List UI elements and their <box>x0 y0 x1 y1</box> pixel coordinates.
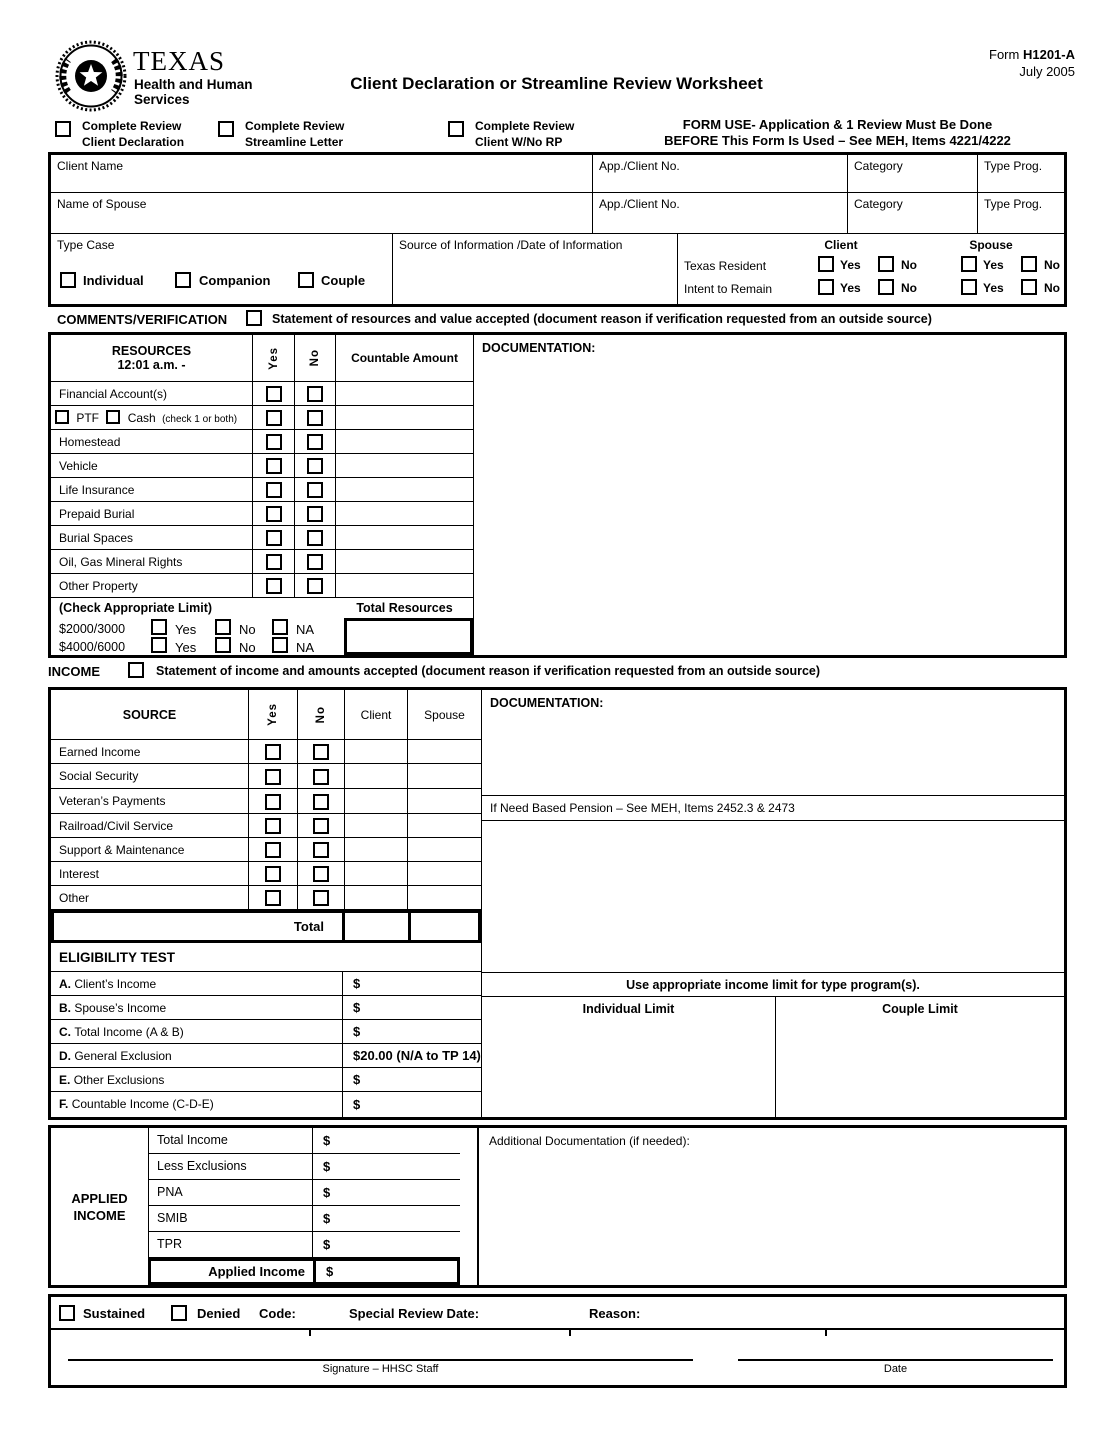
additional-documentation-label: Additional Documentation (if needed): <box>489 1134 690 1148</box>
no-checkbox[interactable] <box>307 410 323 426</box>
texas-resident-client-yes-checkbox[interactable] <box>818 256 834 272</box>
applied-row-value[interactable]: $ <box>313 1206 460 1232</box>
residency-spouse-column-label: Spouse <box>969 238 1013 252</box>
no-column-label: No <box>309 349 321 367</box>
reason-label: Reason: <box>589 1306 641 1321</box>
intent-to-remain-client-yes-checkbox[interactable] <box>818 279 834 295</box>
couple-limit-cell[interactable] <box>776 997 1064 1117</box>
date-label: Date <box>883 1363 908 1375</box>
income-total-spouse-cell[interactable] <box>411 913 478 940</box>
type-case-label: Type Case <box>57 238 115 252</box>
yes-checkbox[interactable] <box>266 458 282 474</box>
no-checkbox[interactable] <box>307 530 323 546</box>
yes-column-label: Yes <box>267 703 279 726</box>
spouse-amount-cell[interactable] <box>408 764 481 789</box>
no-label: No <box>239 640 256 655</box>
client-amount-cell[interactable] <box>345 789 408 814</box>
resources-header-line1: RESOURCES <box>111 344 192 358</box>
applied-label-line2: INCOME <box>73 1207 126 1223</box>
spouse-amount-cell[interactable] <box>408 740 481 764</box>
type-case-companion-label: Companion <box>199 273 271 288</box>
eligibility-row <box>51 1020 481 1044</box>
cash-checkbox[interactable] <box>106 410 120 424</box>
eligibility-test-title: ELIGIBILITY TEST <box>51 943 481 972</box>
yes-checkbox[interactable] <box>266 386 282 402</box>
eligibility-row-label: General Exclusion <box>74 1049 172 1063</box>
page-title: Client Declaration or Streamline Review Worksheet <box>350 74 763 93</box>
applied-row-value[interactable]: $ <box>313 1232 460 1258</box>
type-prog-label: Type Prog. <box>984 197 1043 211</box>
countable-amount-cell[interactable] <box>336 502 473 526</box>
resource-label: Burial Spaces <box>51 526 253 550</box>
resource-row <box>51 526 473 550</box>
income-statement-text: Statement of income and amounts accepted (document reason if verification requested from an outside source) <box>156 664 821 678</box>
complete-review-client-wno-rp-checkbox[interactable] <box>448 121 464 137</box>
yes-label: Yes <box>840 281 861 295</box>
signature-line[interactable] <box>68 1359 693 1361</box>
denied-label: Denied <box>197 1306 241 1321</box>
eligibility-row-prefix: A. <box>59 977 71 991</box>
no-checkbox[interactable] <box>313 818 329 834</box>
no-label: No <box>901 258 917 272</box>
applied-row-value[interactable]: $ <box>313 1128 460 1154</box>
limit-2000-na-checkbox[interactable] <box>272 619 288 635</box>
no-checkbox[interactable] <box>313 890 329 906</box>
applied-row-label: PNA <box>148 1180 313 1206</box>
applied-income-total-row <box>148 1258 460 1285</box>
resource-row <box>51 382 473 406</box>
ptf-cash-hint: (check 1 or both) <box>162 414 238 425</box>
no-checkbox[interactable] <box>307 458 323 474</box>
no-checkbox[interactable] <box>313 744 329 760</box>
applied-row-label: Less Exclusions <box>148 1154 313 1180</box>
income-total-row <box>51 910 481 943</box>
yes-checkbox[interactable] <box>266 410 282 426</box>
income-source-label: Veteran’s Payments <box>51 789 249 814</box>
code-label: Code: <box>259 1306 296 1321</box>
source-of-information-label: Source of Information /Date of Information <box>399 238 623 252</box>
applied-row-value[interactable]: $ <box>313 1180 460 1206</box>
resource-label: Other Property <box>51 574 253 598</box>
ptf-label: PTF <box>76 411 100 425</box>
eligibility-row-prefix: D. <box>59 1049 71 1063</box>
client-amount-cell[interactable] <box>345 764 408 789</box>
applied-label-line1: APPLIED <box>71 1190 128 1206</box>
resource-label: Life Insurance <box>51 478 253 502</box>
income-source-label: Railroad/Civil Service <box>51 814 249 838</box>
type-case-couple-checkbox[interactable] <box>298 272 314 288</box>
no-checkbox[interactable] <box>313 794 329 810</box>
applied-income-section-label <box>51 1128 148 1285</box>
resource-label: Oil, Gas Mineral Rights <box>51 550 253 574</box>
resource-row <box>51 502 473 526</box>
resource-row <box>51 454 473 478</box>
denied-checkbox[interactable] <box>171 1305 187 1321</box>
review-option-streamline-letter <box>218 118 344 150</box>
spouse-amount-cell[interactable] <box>408 886 481 910</box>
eligibility-row-value[interactable]: $ <box>353 976 361 991</box>
sustained-label: Sustained <box>83 1306 146 1321</box>
ptf-cash-cell <box>51 406 253 430</box>
yes-checkbox[interactable] <box>265 818 281 834</box>
eligibility-row <box>51 1092 481 1117</box>
texas-resident-label: Texas Resident <box>684 259 767 273</box>
logo-hhs-line1: Health and Human <box>134 77 253 92</box>
date-line[interactable] <box>738 1359 1053 1361</box>
eligibility-row <box>51 1044 481 1068</box>
eligibility-row-value[interactable]: $ <box>353 1000 361 1015</box>
limit-4000-no-checkbox[interactable] <box>215 637 231 653</box>
form-number-block <box>900 46 1075 80</box>
type-case-couple-label: Couple <box>321 273 366 288</box>
review-option-line2: Client W/No RP <box>475 135 563 149</box>
no-checkbox[interactable] <box>313 866 329 882</box>
income-row <box>51 789 481 814</box>
limit-2000-3000-label: $2000/3000 <box>59 622 126 636</box>
income-row <box>51 862 481 886</box>
eligibility-row-value[interactable]: $20.00 (N/A to TP 14) <box>353 1048 481 1063</box>
limit-4000-na-checkbox[interactable] <box>272 637 288 653</box>
spouse-amount-cell[interactable] <box>408 789 481 814</box>
yes-column-label: Yes <box>267 346 280 370</box>
yes-checkbox[interactable] <box>265 769 281 785</box>
countable-amount-cell[interactable] <box>336 406 473 430</box>
applied-row-label: Total Income <box>148 1128 313 1154</box>
no-checkbox[interactable] <box>307 554 323 570</box>
resources-column-header <box>51 335 253 382</box>
sustained-checkbox[interactable] <box>59 1305 75 1321</box>
resources-yes-column-header <box>253 335 295 382</box>
client-amount-cell[interactable] <box>345 886 408 910</box>
eligibility-row-prefix: C. <box>59 1025 71 1039</box>
eligibility-row <box>51 1068 481 1092</box>
texas-resident-spouse-yes-checkbox[interactable] <box>961 256 977 272</box>
income-no-column-header <box>298 690 345 740</box>
no-checkbox[interactable] <box>313 769 329 785</box>
need-based-pension-note: If Need Based Pension – See MEH, Items 2452.3 & 2473 <box>482 795 1064 821</box>
type-case-cell <box>51 234 393 304</box>
resources-documentation-area[interactable] <box>473 335 1064 655</box>
income-row <box>51 740 481 764</box>
yes-checkbox[interactable] <box>266 554 282 570</box>
resource-label: Prepaid Burial <box>51 502 253 526</box>
income-spouse-column-header: Spouse <box>408 690 481 740</box>
no-checkbox[interactable] <box>307 578 323 594</box>
spouse-amount-cell[interactable] <box>408 814 481 838</box>
app-client-no-label: App./Client No. <box>599 197 680 211</box>
applied-row-label: TPR <box>148 1232 313 1258</box>
form-number: H1201-A <box>1022 47 1075 62</box>
eligibility-row <box>51 972 481 996</box>
resources-header-line2: 12:01 a.m. - <box>117 358 186 372</box>
no-label: No <box>901 281 917 295</box>
applied-income-table <box>48 1125 1067 1288</box>
income-row <box>51 886 481 910</box>
check-appropriate-limit-label: (Check Appropriate Limit) <box>59 601 213 615</box>
income-source-label: Earned Income <box>51 740 249 764</box>
countable-amount-cell[interactable] <box>336 550 473 574</box>
couple-limit-label: Couple Limit <box>882 1002 958 1016</box>
eligibility-row <box>51 996 481 1020</box>
no-checkbox[interactable] <box>307 386 323 402</box>
divider-tick <box>825 1330 827 1336</box>
additional-documentation-area[interactable] <box>477 1128 1064 1285</box>
income-source-label: Social Security <box>51 764 249 789</box>
income-total-label: Total <box>293 919 324 934</box>
cash-label: Cash <box>127 411 156 425</box>
texas-resident-client-no-checkbox[interactable] <box>878 256 894 272</box>
review-option-line1: Complete Review <box>82 119 182 133</box>
disposition-box <box>48 1294 1067 1388</box>
review-option-line1: Complete Review <box>475 119 575 133</box>
residency-grid <box>678 234 1064 304</box>
income-row <box>51 838 481 862</box>
applied-income-total-value[interactable]: $ <box>326 1264 334 1279</box>
applied-row-label: SMIB <box>148 1206 313 1232</box>
type-case-individual-label: Individual <box>83 273 144 288</box>
form-use-line1: FORM USE- Application & 1 Review Must Be Done <box>682 117 993 132</box>
signature-label: Signature – HHSC Staff <box>322 1363 439 1375</box>
income-documentation-extra-area[interactable] <box>482 821 1064 972</box>
income-yes-column-header <box>249 690 298 740</box>
spouse-name-field[interactable] <box>51 193 593 234</box>
income-statement-accepted-checkbox[interactable] <box>128 662 144 678</box>
countable-amount-cell[interactable] <box>336 430 473 454</box>
yes-label: Yes <box>983 258 1004 272</box>
form-use-line2: BEFORE This Form Is Used – See MEH, Items 4221/4222 <box>664 133 1011 148</box>
resources-statement-accepted-checkbox[interactable] <box>246 310 262 326</box>
complete-review-streamline-letter-checkbox[interactable] <box>218 121 234 137</box>
income-section-label: INCOME <box>48 664 100 679</box>
individual-limit-label: Individual Limit <box>582 1002 675 1016</box>
documentation-label: DOCUMENTATION: <box>482 341 596 355</box>
spouse-amount-cell[interactable] <box>408 862 481 886</box>
yes-checkbox[interactable] <box>265 890 281 906</box>
client-amount-cell[interactable] <box>345 862 408 886</box>
residency-client-column-label: Client <box>824 238 858 252</box>
total-resources-label: Total Resources <box>356 601 453 615</box>
resource-label: Vehicle <box>51 454 253 478</box>
yes-checkbox[interactable] <box>266 506 282 522</box>
form-number-label: Form <box>989 47 1023 62</box>
na-label: NA <box>296 622 315 637</box>
type-prog-label: Type Prog. <box>984 159 1043 173</box>
resource-row <box>51 406 473 430</box>
client-category-field[interactable] <box>848 155 978 193</box>
client-type-prog-field[interactable] <box>978 155 1064 193</box>
eligibility-row-value[interactable]: $ <box>353 1072 361 1087</box>
countable-amount-column-header: Countable Amount <box>336 335 473 382</box>
spouse-type-prog-field[interactable] <box>978 193 1064 234</box>
comments-verification-label: COMMENTS/VERIFICATION <box>57 312 228 327</box>
yes-checkbox[interactable] <box>265 842 281 858</box>
spouse-amount-cell[interactable] <box>408 838 481 862</box>
countable-amount-cell[interactable] <box>336 574 473 598</box>
yes-label: Yes <box>983 281 1004 295</box>
income-row <box>51 814 481 838</box>
yes-label: Yes <box>175 640 197 655</box>
limit-4000-yes-checkbox[interactable] <box>151 637 167 653</box>
eligibility-row-prefix: F. <box>59 1097 69 1111</box>
countable-amount-cell[interactable] <box>336 478 473 502</box>
eligibility-row-label: Spouse’s Income <box>74 1001 167 1015</box>
income-source-label: Interest <box>51 862 249 886</box>
eligibility-row-value[interactable]: $ <box>353 1097 361 1112</box>
resource-row <box>51 430 473 454</box>
review-option-client-declaration <box>55 118 184 150</box>
client-amount-cell[interactable] <box>345 814 408 838</box>
intent-to-remain-spouse-yes-checkbox[interactable] <box>961 279 977 295</box>
client-app-no-field[interactable] <box>593 155 848 193</box>
form-use-note <box>605 117 1070 149</box>
divider-tick <box>309 1330 311 1336</box>
yes-checkbox[interactable] <box>265 794 281 810</box>
na-label: NA <box>296 640 315 655</box>
yes-checkbox[interactable] <box>265 744 281 760</box>
no-checkbox[interactable] <box>313 842 329 858</box>
client-info-table <box>48 152 1067 307</box>
yes-checkbox[interactable] <box>266 434 282 450</box>
resources-statement-text: Statement of resources and value accepted (document reason if verification requested from an outside source) <box>272 312 932 326</box>
client-name-label: Client Name <box>57 159 124 173</box>
logo-texas-text: TEXAS <box>133 46 225 76</box>
income-table <box>48 687 1067 1120</box>
total-resources-value-box[interactable] <box>344 618 473 655</box>
ptf-checkbox[interactable] <box>55 410 69 424</box>
income-total-client-cell[interactable] <box>345 913 408 940</box>
income-documentation-column <box>481 690 1064 1117</box>
eligibility-row-prefix: E. <box>59 1073 71 1087</box>
limit-2000-no-checkbox[interactable] <box>215 619 231 635</box>
resources-table <box>48 332 1067 658</box>
complete-review-client-declaration-checkbox[interactable] <box>55 121 71 137</box>
yes-label: Yes <box>840 258 861 272</box>
review-option-line2: Client Declaration <box>82 135 185 149</box>
resource-row <box>51 550 473 574</box>
no-checkbox[interactable] <box>307 506 323 522</box>
special-review-date-label: Special Review Date: <box>349 1306 480 1321</box>
resource-label: Homestead <box>51 430 253 454</box>
resources-no-column-header <box>295 335 336 382</box>
eligibility-row-label: Client’s Income <box>74 977 157 991</box>
source-column-header: SOURCE <box>51 690 249 740</box>
no-column-label: No <box>315 705 327 724</box>
income-row <box>51 764 481 789</box>
review-option-client-wno-rp <box>448 118 574 150</box>
spouse-app-no-field[interactable] <box>593 193 848 234</box>
texas-resident-spouse-no-checkbox[interactable] <box>1021 256 1037 272</box>
intent-to-remain-label: Intent to Remain <box>684 282 773 296</box>
income-limit-note: Use appropriate income limit for type program(s). <box>482 972 1064 997</box>
income-source-label: Support & Maintenance <box>51 838 249 862</box>
client-name-field[interactable] <box>51 155 593 193</box>
eligibility-row-value[interactable]: $ <box>353 1024 361 1039</box>
type-case-companion-checkbox[interactable] <box>175 272 191 288</box>
spouse-category-field[interactable] <box>848 193 978 234</box>
no-label: No <box>239 622 256 637</box>
countable-amount-cell[interactable] <box>336 526 473 550</box>
app-client-no-label: App./Client No. <box>599 159 680 173</box>
applied-row-value[interactable]: $ <box>313 1154 460 1180</box>
divider-tick <box>569 1330 571 1336</box>
no-label: No <box>1044 281 1060 295</box>
eligibility-row-label: Other Exclusions <box>73 1073 165 1087</box>
eligibility-row-prefix: B. <box>59 1001 71 1015</box>
limit-4000-6000-label: $4000/6000 <box>59 640 126 654</box>
applied-income-total-label: Applied Income <box>208 1264 305 1279</box>
yes-checkbox[interactable] <box>265 866 281 882</box>
countable-amount-cell[interactable] <box>336 454 473 478</box>
individual-limit-cell[interactable] <box>482 997 776 1117</box>
no-checkbox[interactable] <box>307 434 323 450</box>
no-label: No <box>1044 258 1060 272</box>
limit-2000-yes-checkbox[interactable] <box>151 619 167 635</box>
income-client-column-header: Client <box>345 690 408 740</box>
source-of-information-field[interactable] <box>393 234 678 304</box>
category-label: Category <box>854 159 903 173</box>
yes-checkbox[interactable] <box>266 482 282 498</box>
yes-label: Yes <box>175 622 197 637</box>
yes-checkbox[interactable] <box>266 578 282 594</box>
documentation-label: DOCUMENTATION: <box>490 696 604 710</box>
logo-hhs-line2: Services <box>134 92 190 107</box>
intent-to-remain-client-no-checkbox[interactable] <box>878 279 894 295</box>
income-source-label: Other <box>51 886 249 910</box>
category-label: Category <box>854 197 903 211</box>
resource-row <box>51 574 473 598</box>
eligibility-row-label: Countable Income (C-D-E) <box>71 1097 214 1111</box>
yes-checkbox[interactable] <box>266 530 282 546</box>
review-option-line2: Streamline Letter <box>245 135 344 149</box>
client-amount-cell[interactable] <box>345 740 408 764</box>
spouse-name-label: Name of Spouse <box>57 197 147 211</box>
form-date: July 2005 <box>1019 64 1075 79</box>
resource-label: Financial Account(s) <box>51 382 253 406</box>
client-amount-cell[interactable] <box>345 838 408 862</box>
intent-to-remain-spouse-no-checkbox[interactable] <box>1021 279 1037 295</box>
review-option-line1: Complete Review <box>245 119 345 133</box>
resource-row <box>51 478 473 502</box>
countable-amount-cell[interactable] <box>336 382 473 406</box>
income-documentation-area[interactable] <box>482 690 1064 795</box>
eligibility-row-label: Total Income (A & B) <box>74 1025 184 1039</box>
type-case-individual-checkbox[interactable] <box>60 272 76 288</box>
no-checkbox[interactable] <box>307 482 323 498</box>
disposition-row <box>51 1297 1064 1330</box>
